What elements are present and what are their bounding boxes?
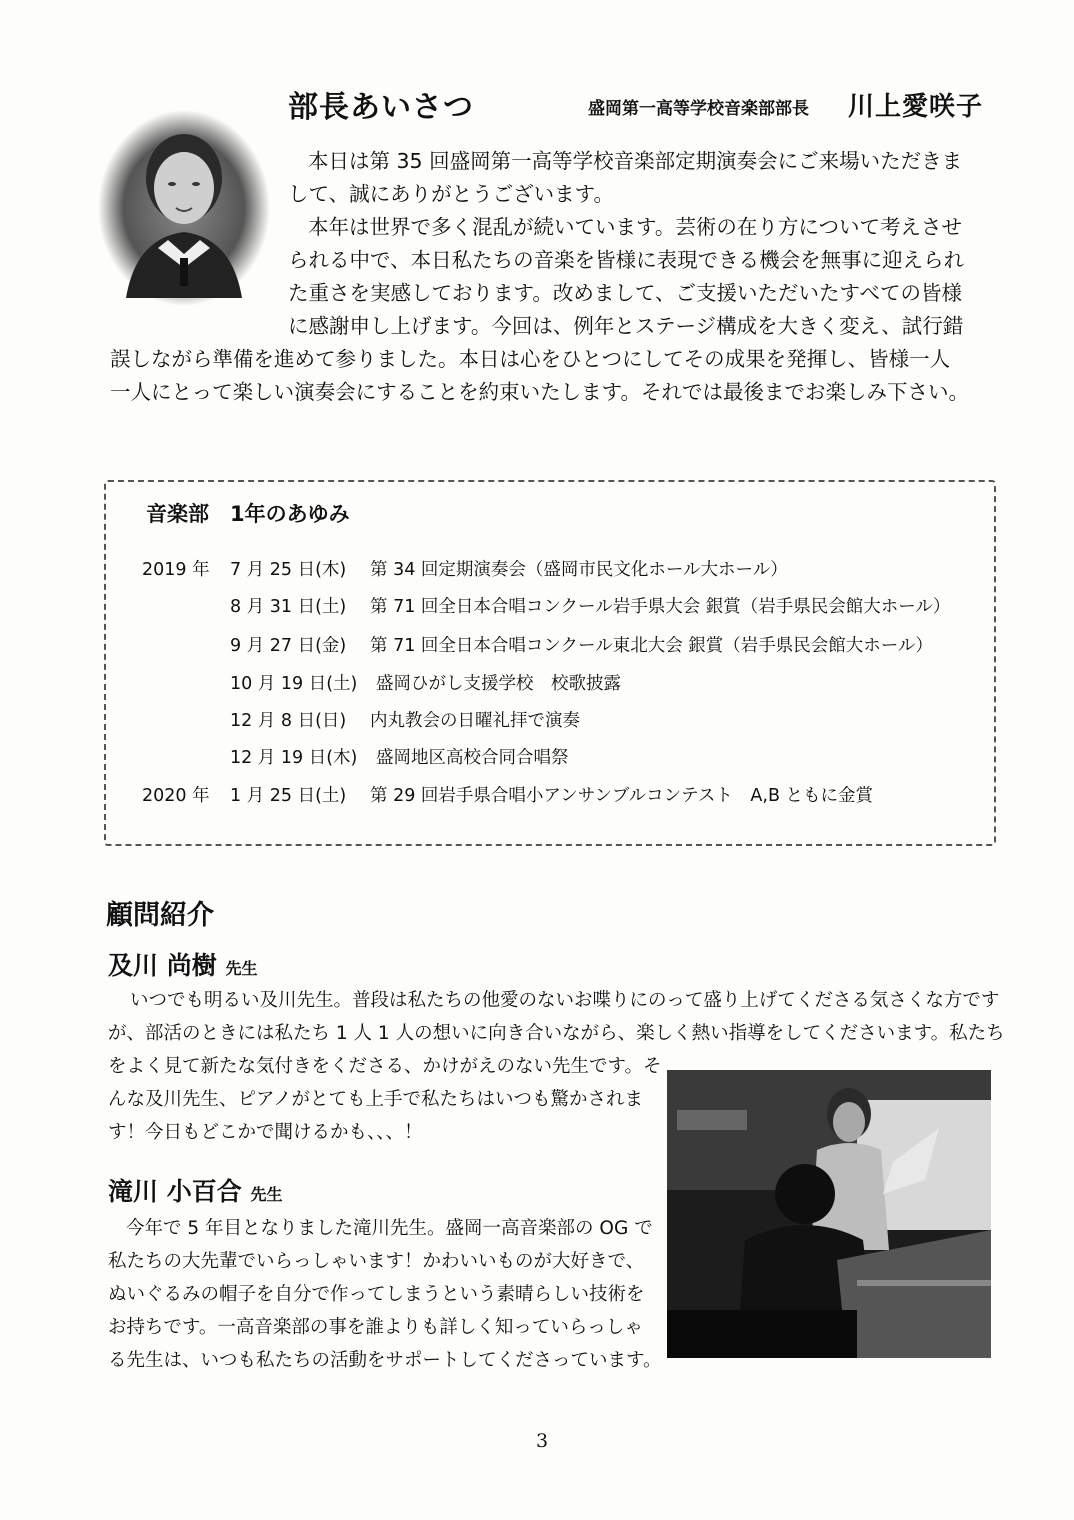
event-text: 第 71 回全日本合唱コンクール岩手県大会 銀賞（岩手県民会館大ホール） bbox=[370, 597, 951, 617]
advisor-name-text: 滝川 小百合 bbox=[108, 1177, 242, 1206]
event-text: 内丸教会の日曜礼拝で演奏 bbox=[370, 711, 580, 731]
greeting-line: 本日は第 35 回盛岡第一高等学校音楽部定期演奏会にご来場いただきま bbox=[308, 149, 963, 173]
event-date: 1 月 25 日(土) bbox=[230, 786, 347, 806]
greeting-title: 部長あいさつ bbox=[288, 90, 474, 125]
event-date: 12 月 8 日(日) bbox=[230, 711, 347, 731]
event-text: 第 34 回定期演奏会（盛岡市民文化ホール大ホール） bbox=[370, 560, 788, 580]
advisors-title: 顧問紹介 bbox=[106, 900, 214, 931]
greeting-line: 誤しながら準備を進めて参りました。本日は心をひとつにしてその成果を発揮し、皆様一人 bbox=[110, 347, 951, 371]
greeting-line: 本年は世界で多く混乱が続いています。芸術の在り方について考えさせ bbox=[308, 215, 962, 239]
greeting-line: に感謝申し上げます。今回は、例年とステージ構成を大きく変え、試行錯 bbox=[288, 314, 964, 338]
event-date: 10 月 19 日(土) bbox=[230, 674, 358, 694]
greeting-role: 盛岡第一高等学校音楽部部長 bbox=[588, 99, 809, 119]
advisor-desc-line: いつでも明るい及川先生。普段は私たちの他愛のないお喋りにのって盛り上げてくださる気さくな方です bbox=[130, 990, 1000, 1011]
advisor-name bbox=[108, 946, 257, 982]
event-date: 9 月 27 日(金) bbox=[230, 636, 347, 656]
event-date: 7 月 25 日(木) bbox=[230, 560, 347, 580]
event-text: 第 29 回岩手県合唱小アンサンブルコンテスト A,B ともに金賞 bbox=[370, 786, 874, 806]
history-title: 音楽部 1年のあゆみ bbox=[146, 502, 350, 526]
event-year: 2020 年 bbox=[142, 786, 210, 806]
event-date: 8 月 31 日(土) bbox=[230, 597, 347, 617]
advisor-desc-line: ぬいぐるみの帽子を自分で作ってしまうという素晴らしい技術を bbox=[108, 1284, 645, 1305]
greeting-line: 一人にとって楽しい演奏会にすることを約束いたします。それでは最後までお楽しみ下さい。 bbox=[110, 380, 969, 404]
advisor-desc-line: お持ちです。一高音楽部の事を誰よりも詳しく知っていらっしゃ bbox=[108, 1317, 643, 1338]
greeting-name: 川上愛咲子 bbox=[848, 92, 984, 122]
advisor-honorific: 先生 bbox=[250, 1185, 283, 1204]
president-portrait bbox=[96, 108, 272, 308]
greeting-line: られる中で、本日私たちの音楽を皆様に表現できる機会を無事に迎えられ bbox=[288, 248, 965, 272]
event-date: 12 月 19 日(木) bbox=[230, 748, 358, 768]
advisor-desc-line: 今年で 5 年目となりました滝川先生。盛岡一高音楽部の OG で bbox=[126, 1218, 653, 1239]
event-text: 第 71 回全日本合唱コンクール東北大会 銀賞（岩手県民会館大ホール） bbox=[370, 636, 933, 656]
event-year: 2019 年 bbox=[142, 560, 210, 580]
advisor-name-text: 及川 尚樹 bbox=[108, 951, 217, 980]
event-text: 盛岡ひがし支援学校 校歌披露 bbox=[376, 674, 621, 694]
advisor-desc-line: す！今日もどこかで聞けるかも、、、！ bbox=[108, 1122, 423, 1143]
advisor-name bbox=[108, 1172, 282, 1208]
greeting-line: た重さを実感しております。改めまして、ご支援いただいたすべての皆様 bbox=[288, 281, 963, 305]
advisor-desc-line: んな及川先生、ピアノがとても上手で私たちはいつも驚かされま bbox=[108, 1089, 644, 1110]
advisor-desc-line: 私たちの大先輩でいらっしゃいます！かわいいものが大好きで、 bbox=[108, 1251, 645, 1272]
greeting-line: して、誠にありがとうございます。 bbox=[288, 182, 614, 206]
event-text: 盛岡地区高校合同合唱祭 bbox=[376, 748, 569, 768]
advisor-photo bbox=[667, 1070, 991, 1358]
advisor-honorific: 先生 bbox=[225, 959, 258, 978]
advisor-desc-line: をよく見て新たな気付きをくださる、かけがえのない先生です。そ bbox=[108, 1056, 662, 1077]
page-number: 3 bbox=[536, 1430, 549, 1452]
advisor-desc-line: る先生は、いつも私たちの活動をサポートしてくださっています。 bbox=[108, 1350, 662, 1371]
advisor-desc-line: が、部活のときには私たち 1 人 1 人の想いに向き合いながら、楽しく熱い指導をしてくださいます。私たち bbox=[108, 1023, 1005, 1044]
